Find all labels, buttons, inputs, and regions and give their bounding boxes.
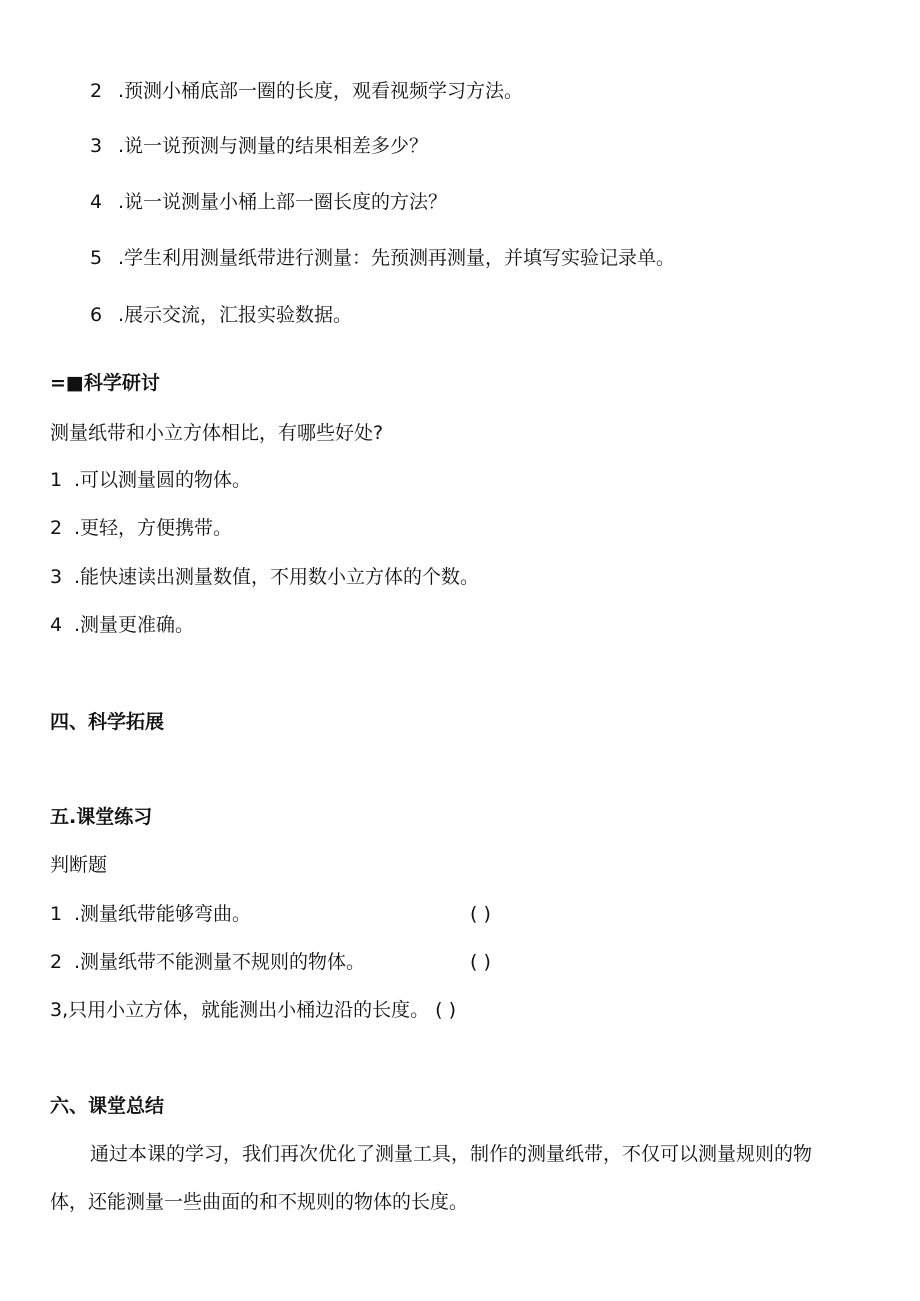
step-2 [90,79,523,103]
step-6 [90,303,352,327]
section-heading-discussion: =■科学研讨 [50,372,160,394]
item-text: .更轻，方便携带。 [74,517,233,539]
item-text: .能快速读出测量数值，不用数小立方体的个数。 [74,566,480,588]
practice-item-2 [50,950,365,974]
step-number: 6 [90,304,103,326]
practice-item-3: 3,只用小立方体，就能测出小桶边沿的长度。 ( ) [50,999,457,1021]
summary-paragraph-line-2: 体，还能测量一些曲面的和不规则的物体的长度。 [50,1191,469,1213]
section-heading-practice: 五.课堂练习 [50,806,153,828]
item-text: .测量纸带不能测量不规则的物体。 [74,951,366,973]
summary-paragraph-line-1: 通过本课的学习，我们再次优化了测量工具，制作的测量纸带，不仅可以测量规则的物 [90,1143,813,1165]
item-text: .可以测量圆的物体。 [74,469,252,491]
step-text: .说一说测量小桶上部一圈长度的方法？ [118,191,448,213]
step-3 [90,134,428,158]
item-number: 1 [50,903,63,925]
step-text: .展示交流，汇报实验数据。 [118,304,353,326]
section-heading-summary: 六、课堂总结 [50,1095,165,1117]
practice-subheading: 判断题 [50,854,108,876]
step-number: 2 [90,80,103,102]
discussion-item-1 [50,468,251,492]
item-text: .测量纸带能够弯曲。 [74,903,252,925]
practice-item-1 [50,902,251,926]
item-number: 4 [50,614,63,636]
item-number: 3 [50,566,63,588]
item-text: .测量更准确。 [74,614,195,636]
item-number: 2 [50,951,63,973]
step-number: 3 [90,135,103,157]
step-text: .预测小桶底部一圈的长度，观看视频学习方法。 [118,80,524,102]
step-number: 4 [90,191,103,213]
discussion-item-3 [50,565,479,589]
answer-blank-2[interactable]: ( ) [470,951,491,973]
discussion-item-4 [50,613,194,637]
item-number: 1 [50,469,63,491]
step-text: .学生利用测量纸带进行测量：先预测再测量，并填写实验记录单。 [118,247,676,269]
step-5 [90,246,675,270]
section-heading-extension: 四、科学拓展 [50,711,165,733]
step-text: .说一说预测与测量的结果相差多少？ [118,135,429,157]
answer-blank-1[interactable]: ( ) [470,903,491,925]
discussion-item-2 [50,516,232,540]
discussion-question: 测量纸带和小立方体相比，有哪些好处? [50,422,384,444]
step-4 [90,190,447,214]
item-number: 2 [50,517,63,539]
step-number: 5 [90,247,103,269]
